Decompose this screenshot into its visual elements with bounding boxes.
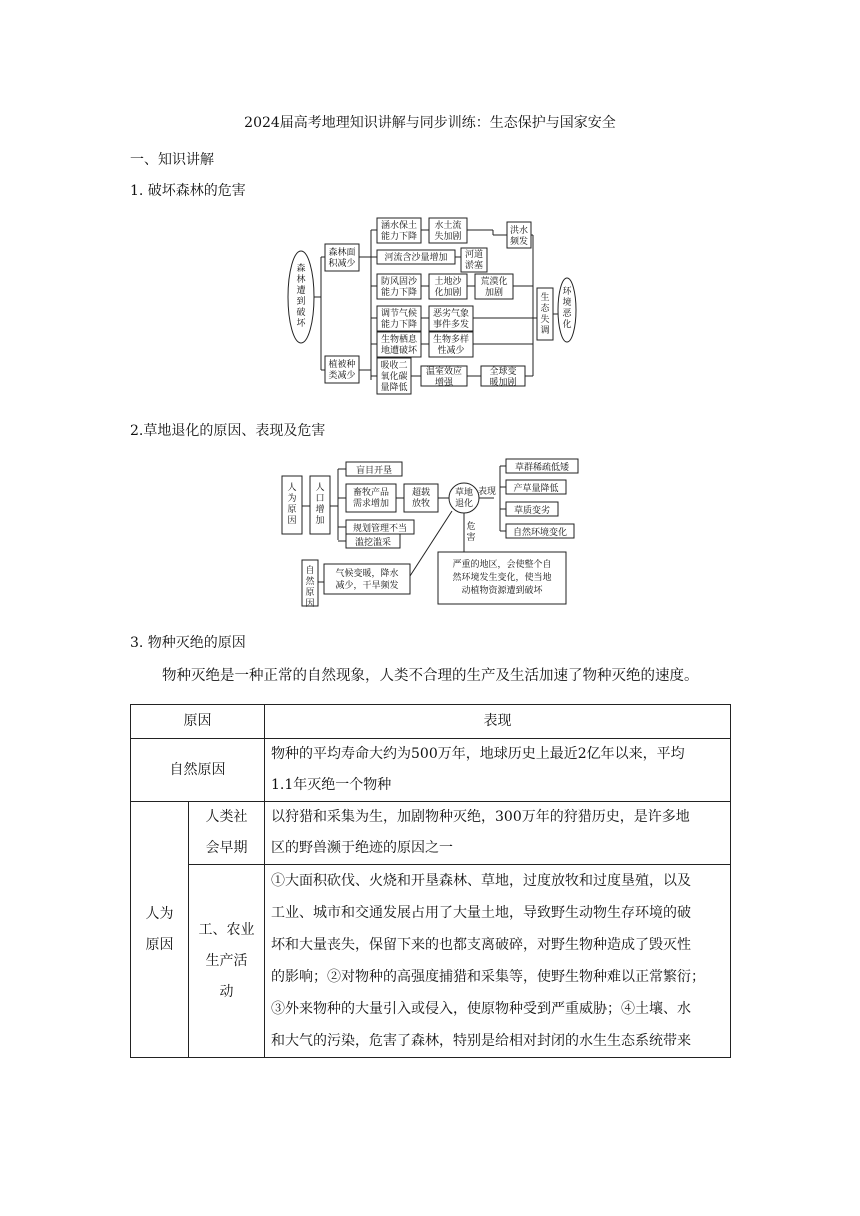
diagram-node-text: 畜牧产品 [352, 488, 390, 498]
diagram-node-text: 温室效应 [425, 367, 463, 377]
diagram-node-text: 调节气候 [380, 309, 418, 319]
diagram-node-text: 增 [315, 505, 325, 515]
cell-early: 人类社 会早期 [189, 802, 265, 865]
diagram-node-text: 增强 [434, 378, 454, 388]
diagram-node-text: 规划管理不当 [352, 524, 408, 534]
diagram-node-text: 荒漠化 [480, 277, 508, 287]
diagram-node-text: 植被种 [328, 360, 356, 370]
cell-natural: 自然原因 [131, 739, 265, 802]
diagram-node-text: 失 [540, 315, 550, 325]
diagram-node-text: 坏 [296, 319, 306, 329]
diagram-node-text: 积减少 [328, 259, 356, 269]
diagram-node-text: 生物栖息 [380, 335, 418, 345]
header-reason: 原因 [131, 705, 265, 739]
extinction-table [130, 704, 731, 1058]
diagram-node-text: 态 [540, 304, 550, 314]
diagram-node-text: 原 [287, 505, 297, 515]
section-heading: 一、知识讲解 [130, 152, 214, 168]
diagram-node-text: 氧化碳 [380, 372, 408, 382]
heading-grassland: 2.草地退化的原因、表现及危害 [130, 423, 326, 439]
diagram-node-text: 森 [296, 264, 306, 274]
table-row [131, 865, 731, 1058]
heading-forest: 1. 破坏森林的危害 [130, 183, 246, 199]
diagram-node-text: 气候变暖，降水 [335, 569, 399, 579]
diagram-node-text: 能力下降 [380, 320, 418, 330]
diagram-node-text: 然 [305, 577, 315, 587]
diagram-node-text: 土地沙 [434, 277, 462, 287]
diagram-node-text: 水土流 [434, 221, 462, 231]
diagram-node-text: 事件多发 [432, 320, 470, 330]
diagram-node-text: 加 [315, 516, 325, 526]
diagram-node-text: 需求增加 [352, 499, 390, 509]
diagram-node-text: 因 [305, 599, 315, 608]
diagram-node-text: 防风固沙 [380, 277, 418, 287]
diagram-node-text: 超载 [411, 488, 431, 498]
diagram-node-text: 遭 [296, 286, 306, 296]
diagram-node-text: 境 [562, 298, 572, 308]
grassland-degradation-diagram [280, 456, 585, 608]
diagram-node-text: 全球变 [489, 367, 517, 377]
diagram-node-text: 为 [287, 494, 297, 504]
table-row [131, 802, 731, 865]
intro-paragraph: 物种灭绝是一种正常的自然现象，人类不合理的生产及生活加速了物种灭绝的速度。 [162, 668, 699, 684]
cell-natural-text: 物种的平均寿命大约为500万年，地球历史上最近2亿年以来，平均 1.1年灭绝一个物种 [265, 739, 731, 802]
diagram-node-text: 自然环境变化 [512, 528, 568, 538]
forest-destruction-diagram [285, 210, 585, 405]
diagram-node-text: 加剧 [484, 288, 504, 298]
diagram-node-text: 恶 [562, 309, 572, 319]
diagram-node-text: 草地 [454, 488, 474, 498]
diagram-node-text: 恶劣气象 [432, 309, 470, 319]
diagram-node-text: 草质变劣 [513, 506, 551, 516]
diagram-node-text: 涵水保土 [380, 221, 418, 231]
diagram-node-text: 滥挖滥采 [354, 538, 392, 548]
header-show: 表现 [265, 705, 731, 739]
diagram-node-text: 到 [296, 297, 306, 307]
diagram-node-text: 化加剧 [434, 288, 462, 298]
cell-industry: 工、农业 生产活 动 [189, 865, 265, 1058]
diagram-node-text: 减少，干旱频发 [335, 581, 399, 591]
diagram-node-text: 失加剧 [434, 232, 462, 242]
page-title: 2024届高考地理知识讲解与同步训练：生态保护与国家安全 [244, 115, 616, 131]
cell-early-text: 以狩猎和采集为生，加剧物种灭绝，300万年的狩猎历史，是许多地 区的野兽濒于绝迹的原因之一 [265, 802, 731, 865]
diagram-node-text: 能力下降 [380, 232, 418, 242]
diagram-node-text: 放牧 [411, 499, 431, 509]
diagram-node-text: 表现 [477, 487, 497, 497]
diagram-node-text: 动植物资源遭到破坏 [461, 586, 543, 596]
diagram-node-text: 森林面 [328, 248, 356, 258]
table-row [131, 739, 731, 802]
diagram-node-text: 性减少 [437, 346, 465, 356]
diagram-node-text: 洪水 [509, 226, 529, 236]
diagram-node-text: 调 [540, 326, 550, 336]
diagram-node-text: 严重的地区，会使整个自 [452, 560, 552, 570]
diagram-node-text: 草群稀疏低矮 [514, 463, 570, 473]
diagram-node-text: 生物多样 [432, 335, 470, 345]
diagram-node-text: 危 [466, 522, 476, 532]
cell-human: 人为 原因 [131, 802, 189, 1058]
diagram-node-text: 因 [287, 516, 297, 526]
heading-extinction: 3. 物种灭绝的原因 [130, 635, 246, 651]
diagram-node-text: 淤塞 [464, 261, 484, 271]
diagram-node-text: 口 [315, 494, 325, 504]
diagram-node-text: 量降低 [380, 383, 408, 393]
diagram-node-text: 人 [287, 483, 297, 493]
diagram-node-text: 环 [562, 287, 572, 297]
diagram-node-text: 自 [305, 566, 315, 576]
diagram-node-text: 害 [466, 533, 476, 543]
diagram-node-text: 生 [540, 293, 550, 303]
diagram-node-text: 人 [315, 483, 325, 493]
diagram-node-text: 地遭破坏 [380, 346, 418, 356]
diagram-node-text: 原 [305, 588, 315, 598]
diagram-node-text: 然环境发生变化，使当地 [452, 573, 552, 583]
diagram-node-text: 频发 [509, 237, 529, 247]
diagram-node-text: 河道 [464, 250, 484, 260]
diagram-node-text: 盲目开垦 [355, 466, 393, 476]
table-header-row [131, 705, 731, 739]
cell-industry-text: ①大面积砍伐、火烧和开垦森林、草地，过度放牧和过度垦殖，以及 工业、城市和交通发展占用了大量土地，导致野生动物生存环境的破 坏和大量丧失，保留下来的也都支离破碎，对野生物种造成了毁灭性 的影响；②对物种的高强度捕猎和采集等，使野生物种难以正常繁衍； ③外来物种的大量引入或侵入，使原物种受到严重威胁；④土壤、水 和大气的污染，危害了森林，特别是给相对封闭的水生生态系统带来 [265, 865, 731, 1058]
diagram-node-text: 化 [562, 320, 572, 330]
diagram-node-text: 暖加剧 [489, 378, 517, 388]
diagram-node-text: 能力下降 [380, 288, 418, 298]
diagram-node-text: 吸收二 [380, 361, 408, 371]
diagram-node-text: 类减少 [328, 371, 356, 381]
diagram-node-text: 河流含沙量增加 [384, 253, 448, 263]
diagram-node-text: 林 [296, 275, 306, 285]
diagram-node-text: 破 [296, 308, 306, 318]
diagram-node-text: 退化 [454, 499, 474, 509]
diagram-node-text: 产草量降低 [513, 484, 559, 494]
